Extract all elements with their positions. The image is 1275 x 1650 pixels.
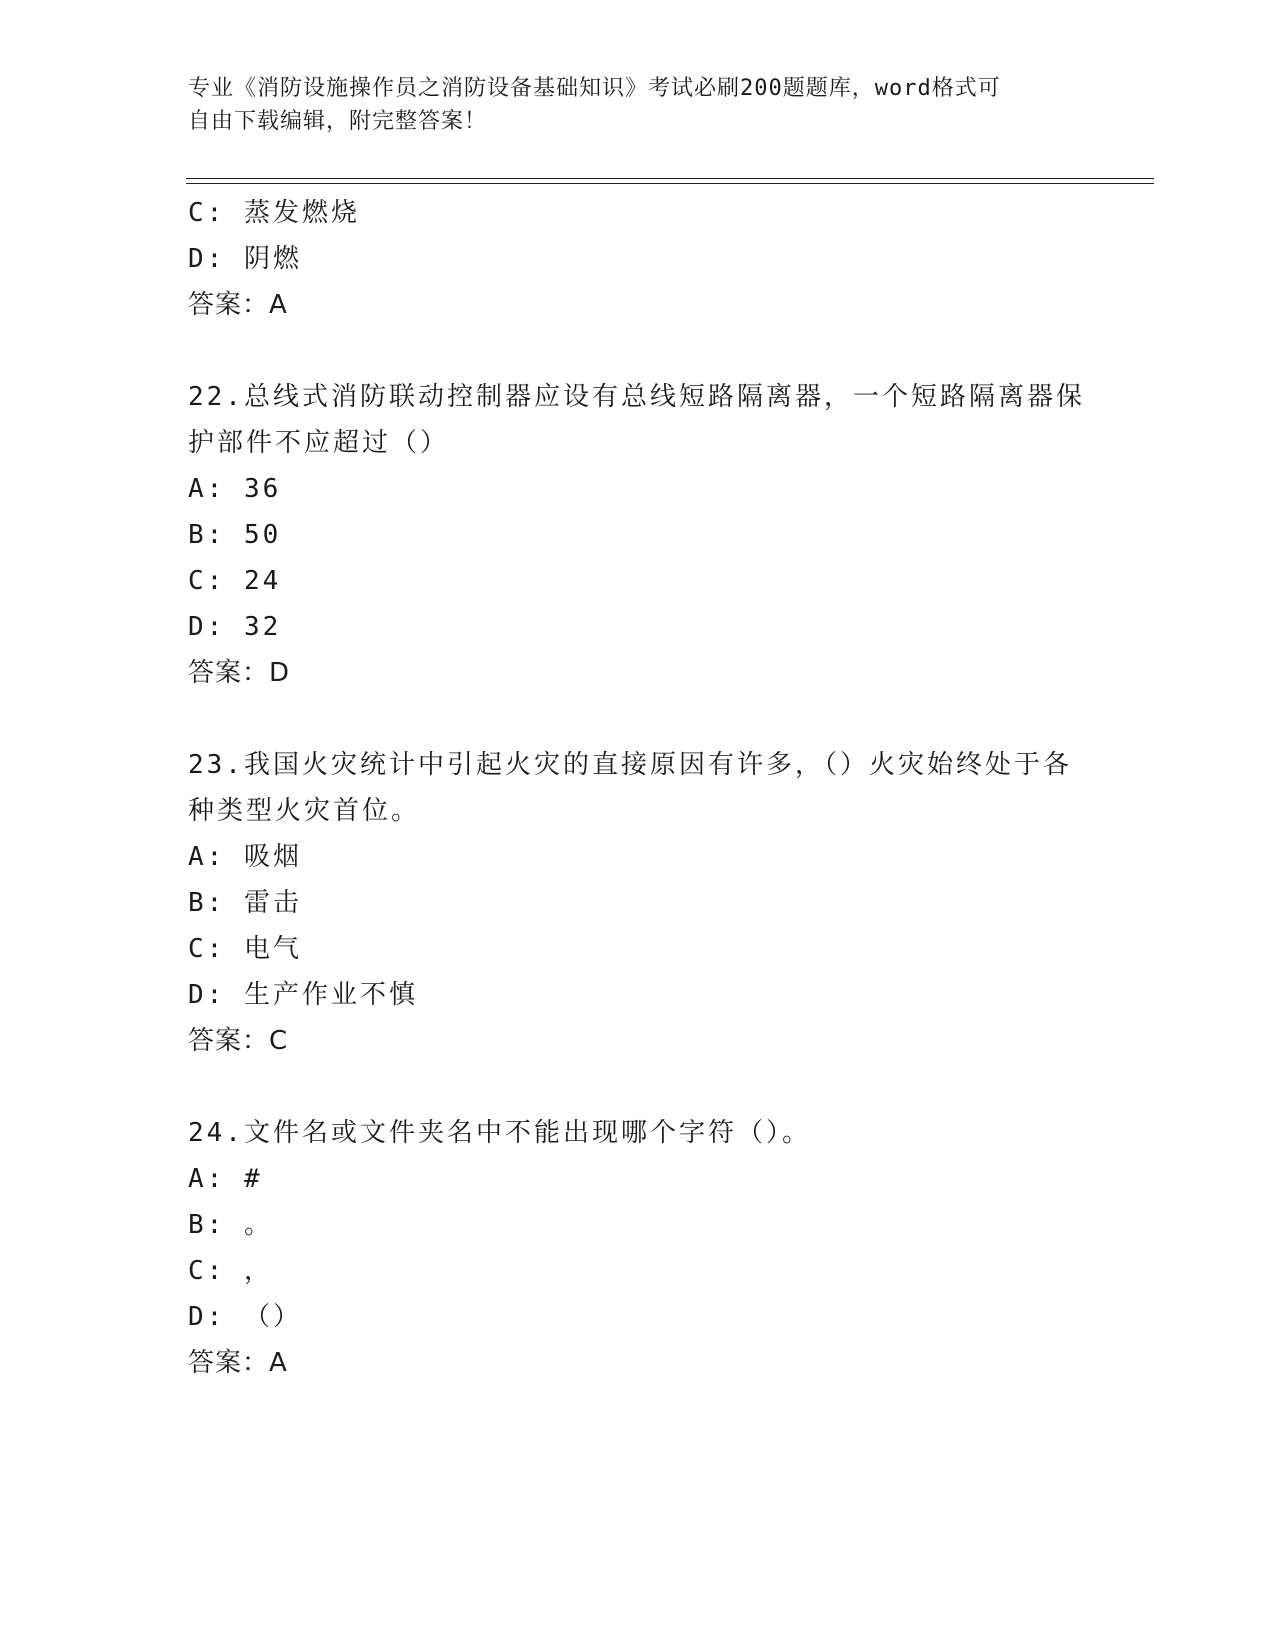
answer-line: 答案：D bbox=[188, 658, 291, 688]
question-24 bbox=[188, 1110, 1088, 1386]
answer-line: 答案：C bbox=[188, 1026, 289, 1056]
option-a: A: 吸烟 bbox=[188, 842, 302, 872]
answer-line: 答案：A bbox=[188, 1348, 288, 1378]
question-21-tail bbox=[188, 190, 1088, 328]
header-rule-top bbox=[186, 178, 1154, 179]
option-c: C: ， bbox=[188, 1256, 273, 1286]
header-line-1: 专业《消防设施操作员之消防设备基础知识》考试必刷200题题库，word格式可 bbox=[188, 76, 1001, 101]
document-header bbox=[188, 72, 1088, 138]
question-list bbox=[188, 190, 1088, 1386]
option-d: D: 阴燃 bbox=[188, 244, 302, 274]
question-text-line-1: 22.总线式消防联动控制器应设有总线短路隔离器，一个短路隔离器保 bbox=[188, 382, 1085, 412]
option-b: B: 。 bbox=[188, 1210, 273, 1240]
option-d: D: 32 bbox=[188, 612, 282, 642]
spacer bbox=[188, 696, 1088, 742]
option-b: B: 雷击 bbox=[188, 888, 302, 918]
question-22 bbox=[188, 374, 1088, 696]
option-b: B: 50 bbox=[188, 520, 282, 550]
question-text-line-2: 种类型火灾首位。 bbox=[188, 796, 421, 826]
option-d: D: （） bbox=[188, 1302, 302, 1332]
question-23 bbox=[188, 742, 1088, 1064]
header-line-2: 自由下载编辑，附完整答案！ bbox=[188, 109, 488, 134]
question-text-line-2: 护部件不应超过（） bbox=[188, 428, 450, 458]
spacer bbox=[188, 1064, 1088, 1110]
spacer bbox=[188, 328, 1088, 374]
header-rule-bottom bbox=[186, 183, 1154, 184]
option-c: C: 24 bbox=[188, 566, 282, 596]
question-text-line-1: 24.文件名或文件夹名中不能出现哪个字符（）。 bbox=[188, 1118, 811, 1148]
option-c: C: 蒸发燃烧 bbox=[188, 198, 360, 228]
option-d: D: 生产作业不慎 bbox=[188, 980, 418, 1010]
option-a: A: 36 bbox=[188, 474, 282, 504]
question-text-line-1: 23.我国火灾统计中引起火灾的直接原因有许多，（）火灾始终处于各 bbox=[188, 750, 1072, 780]
option-a: A: # bbox=[188, 1164, 263, 1194]
option-c: C: 电气 bbox=[188, 934, 302, 964]
answer-line: 答案：A bbox=[188, 290, 288, 320]
